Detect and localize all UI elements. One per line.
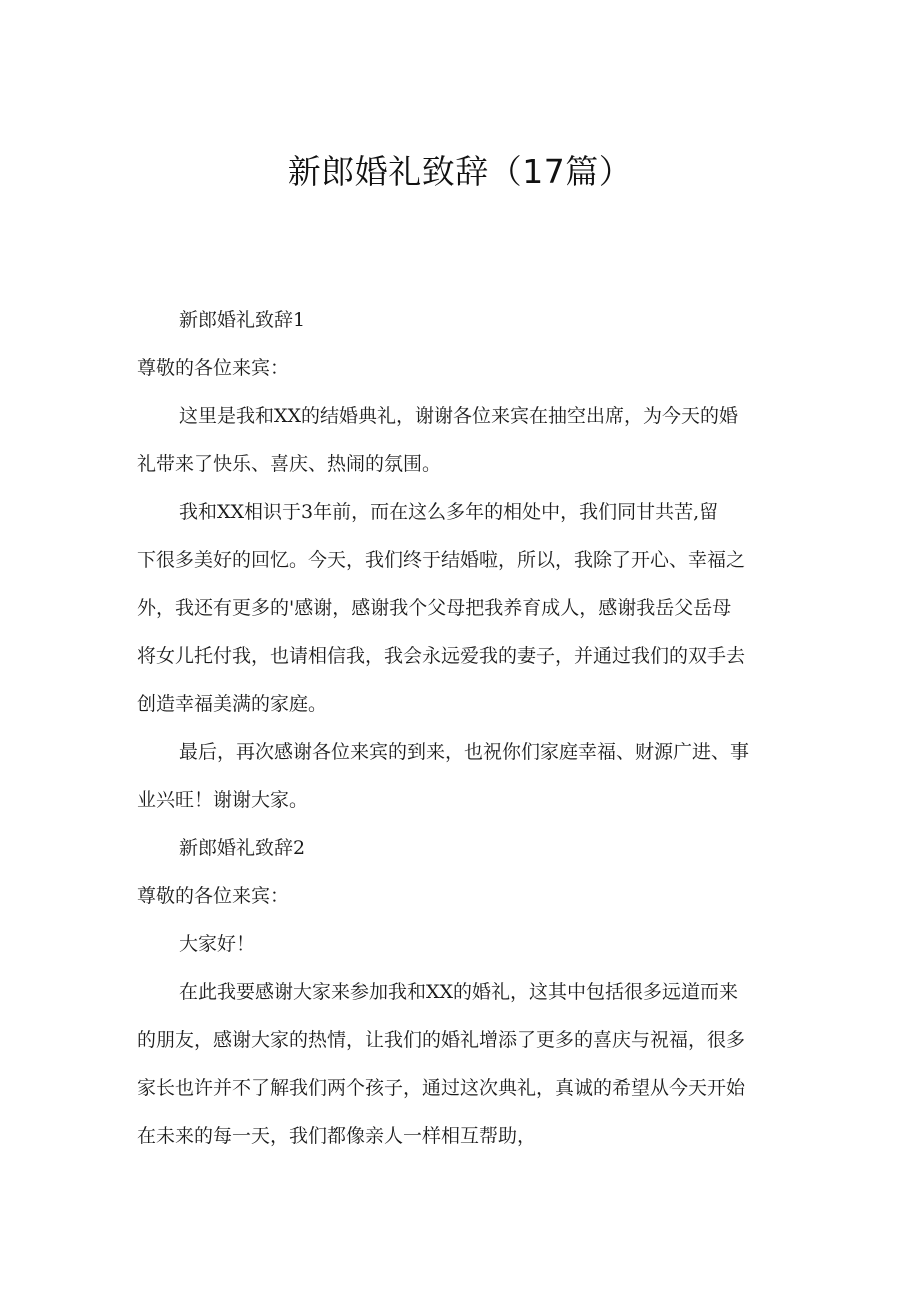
document-body	[137, 304, 785, 1168]
text-line	[137, 784, 785, 832]
text-line-content: 尊敬的各位来宾：	[137, 357, 290, 379]
document-title: 新郎婚礼致辞（17篇）	[287, 152, 633, 191]
text-line-content: 新郎婚礼致辞1	[179, 309, 306, 331]
text-line	[137, 976, 785, 1024]
text-line-content: 家长也许并不了解我们两个孩子，通过这次典礼，真诚的希望从今天开始	[137, 1077, 746, 1099]
text-line	[137, 832, 785, 880]
text-line	[137, 592, 785, 640]
text-line	[137, 496, 785, 544]
text-line-content: 在未来的每一天，我们都像亲人一样相互帮助，	[137, 1125, 537, 1147]
text-line-content: 礼带来了快乐、喜庆、热闹的氛围。	[137, 453, 442, 475]
text-line	[137, 544, 785, 592]
text-line-content: 的朋友，感谢大家的热情，让我们的婚礼增添了更多的喜庆与祝福，很多	[137, 1029, 746, 1051]
text-line	[137, 304, 785, 352]
text-line	[137, 736, 785, 784]
text-line-content: 最后，再次感谢各位来宾的到来，也祝你们家庭幸福、财源广进、事	[179, 741, 750, 763]
text-line	[137, 1120, 785, 1168]
text-line-content: 外，我还有更多的'感谢，感谢我个父母把我养育成人，感谢我岳父岳母	[137, 597, 732, 619]
text-line-content: 在此我要感谢大家来参加我和XX的婚礼，这其中包括很多远道而来	[179, 981, 739, 1003]
text-line-content: 新郎婚礼致辞2	[179, 837, 306, 859]
text-line	[137, 1024, 785, 1072]
text-line-content: 我和XX相识于3年前，而在这么多年的相处中，我们同甘共苦,留	[179, 501, 719, 523]
text-line	[137, 880, 785, 928]
text-line	[137, 1072, 785, 1120]
text-line	[137, 928, 785, 976]
text-line-content: 将女儿托付我，也请相信我，我会永远爱我的妻子，并通过我们的双手去	[137, 645, 746, 667]
text-line	[137, 448, 785, 496]
text-line-content: 创造幸福美满的家庭。	[137, 693, 328, 715]
text-line-content: 大家好！	[179, 933, 256, 955]
text-line-content: 下很多美好的回忆。今天，我们终于结婚啦，所以，我除了开心、幸福之	[137, 549, 746, 571]
text-line-content: 这里是我和XX的结婚典礼，谢谢各位来宾在抽空出席，为今天的婚	[179, 405, 739, 427]
text-line	[137, 640, 785, 688]
text-line	[137, 688, 785, 736]
text-line-content: 业兴旺！谢谢大家。	[137, 789, 309, 811]
text-line-content: 尊敬的各位来宾：	[137, 885, 290, 907]
text-line	[137, 400, 785, 448]
text-line	[137, 352, 785, 400]
